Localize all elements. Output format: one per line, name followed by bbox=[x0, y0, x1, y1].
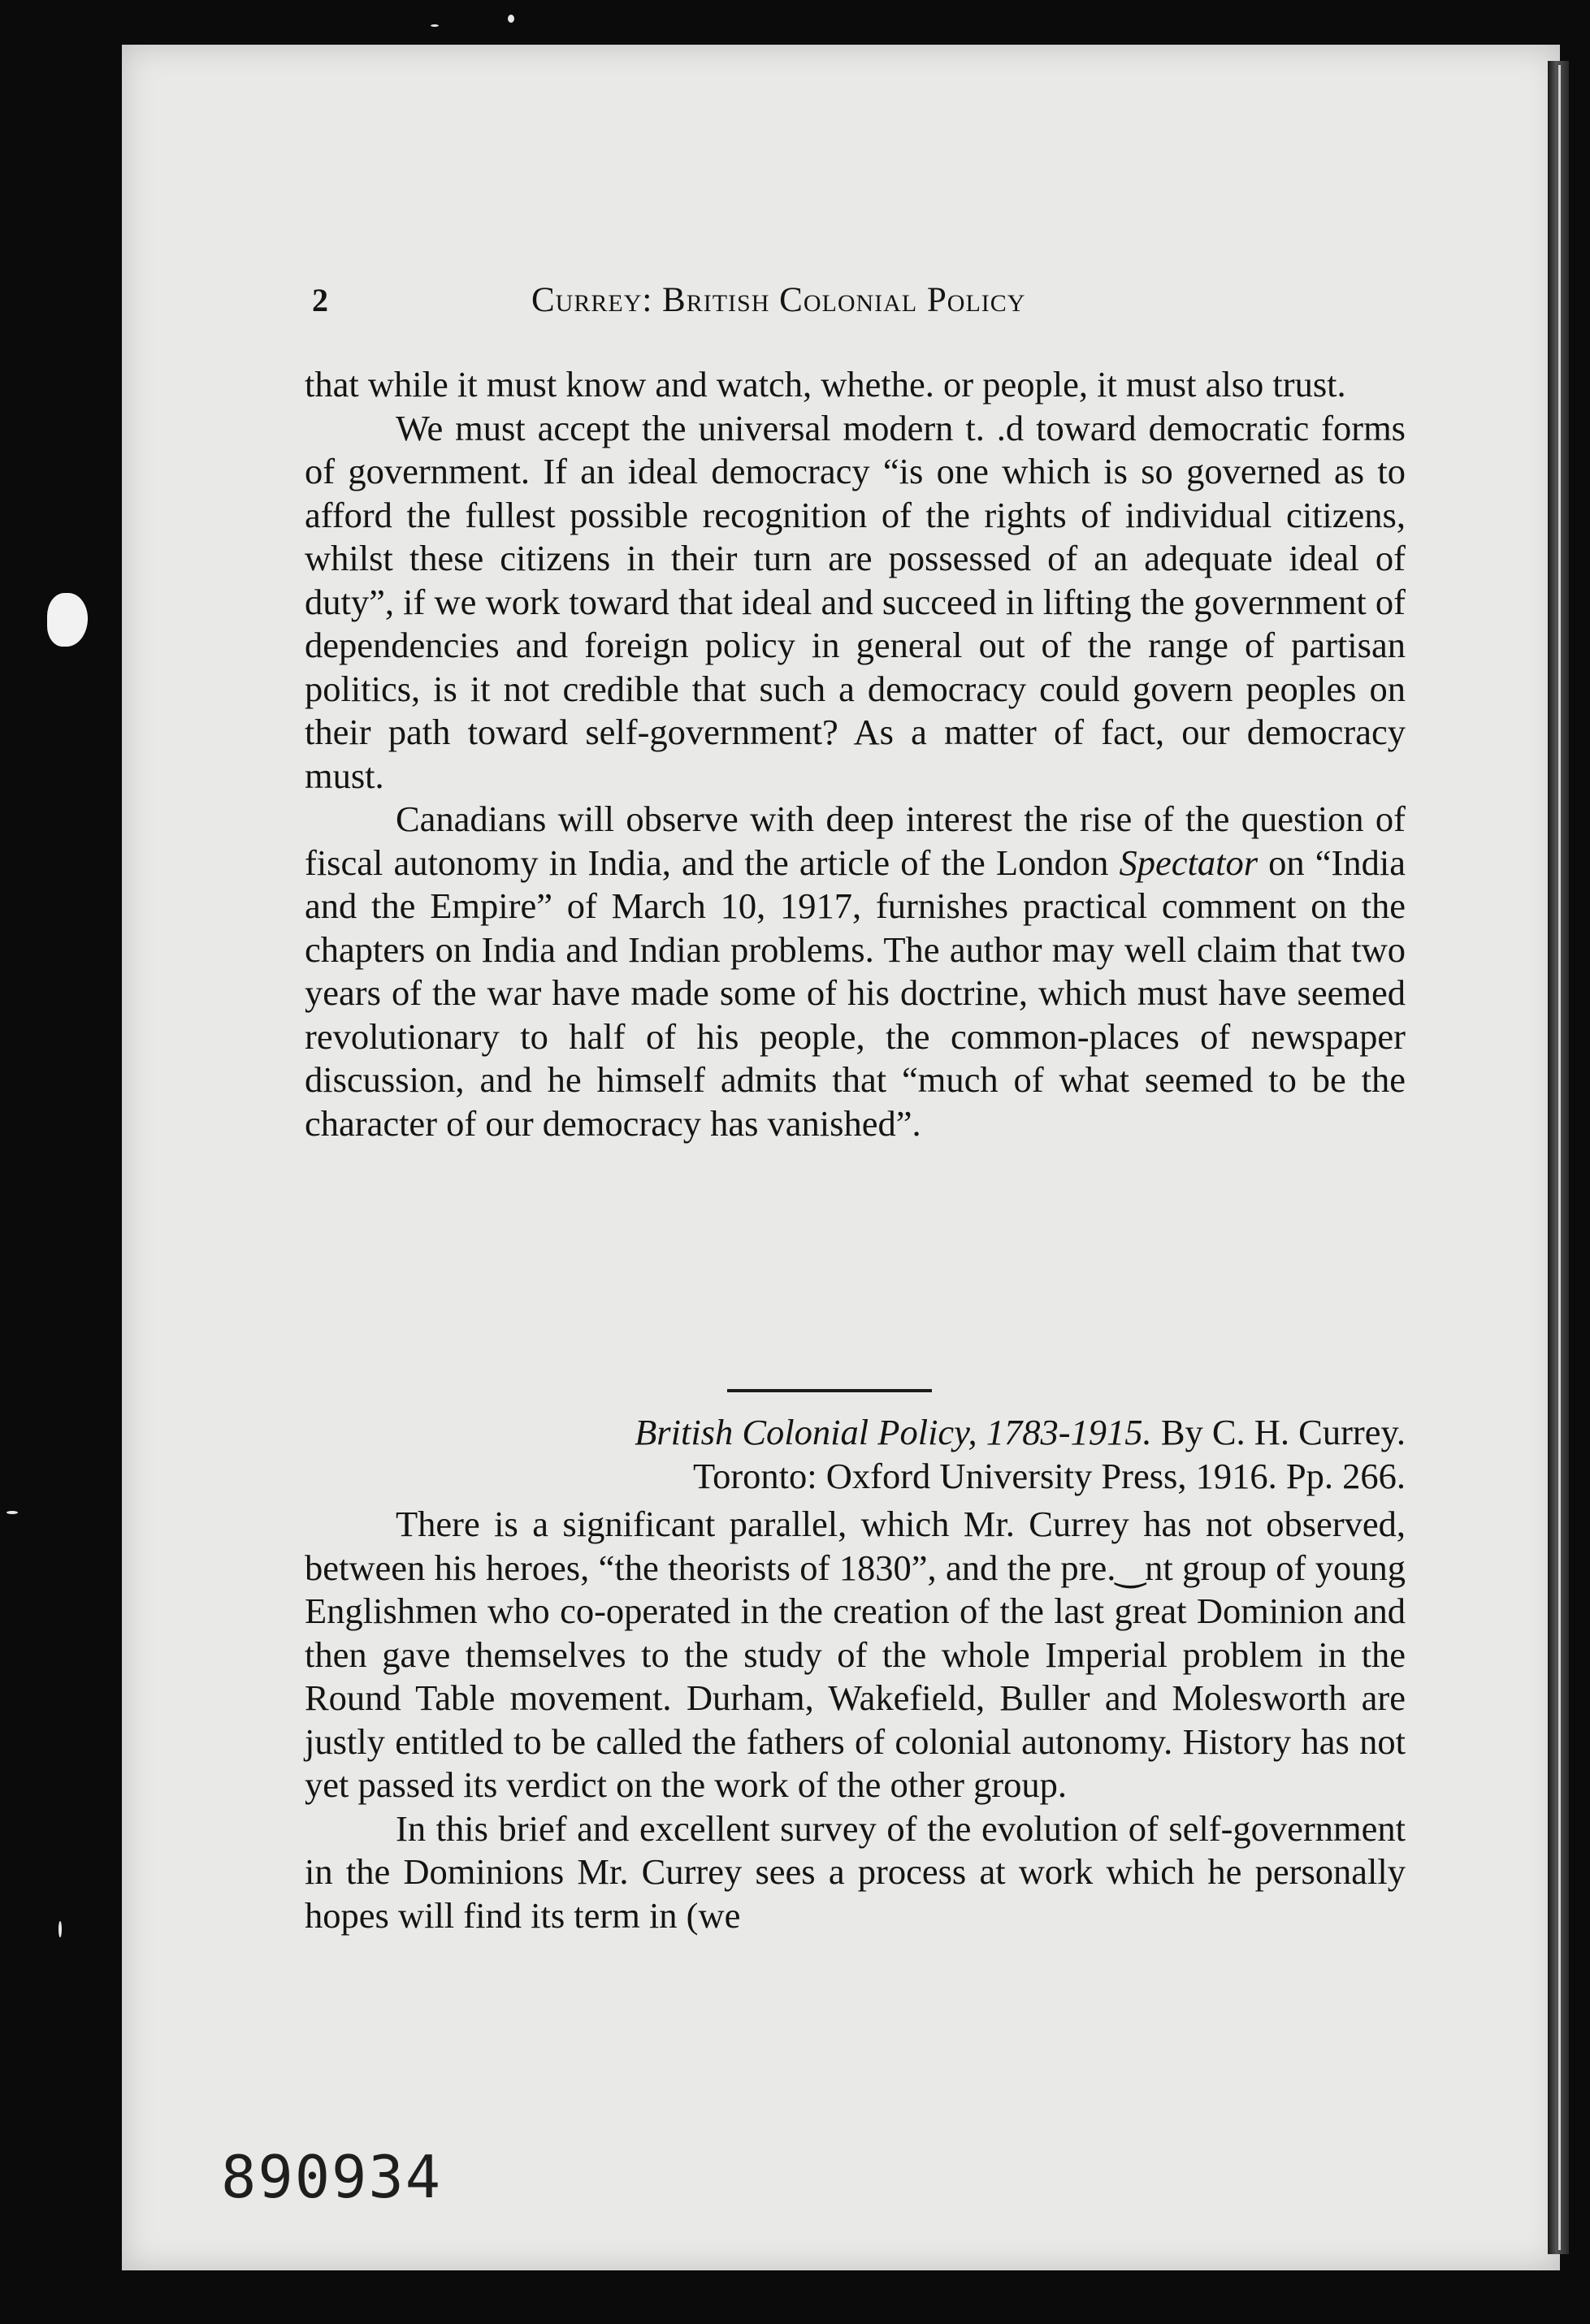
book-citation bbox=[390, 1410, 1406, 1498]
citation-publisher: Toronto: Oxford University Press, 1916. Pp. 266. bbox=[693, 1456, 1406, 1496]
page-binding-line bbox=[1558, 65, 1561, 2250]
running-head: Currey: British Colonial Policy bbox=[531, 281, 1026, 319]
page-number: 2 bbox=[312, 282, 328, 318]
body-text-after-rule bbox=[305, 1503, 1406, 1937]
paragraph-democracy: We must accept the universal modern t. .d toward democratic forms of government. If an ideal democracy “is one which is so governed as to afford the fullest possible recognition of the rights of individual citizens, whilst these citizens in their turn are possessed of an adequate ideal of duty”, if we work toward that ideal and succeed in lifting the government of dependencies and foreign policy in general out of the range of partisan politics, is it not credible that such a democracy could govern peoples on their path toward self-government? As a matter of fact, our democracy must. bbox=[305, 407, 1406, 796]
paragraph-canadians bbox=[305, 798, 1406, 1145]
film-blot bbox=[47, 593, 88, 647]
citation-line-1 bbox=[390, 1410, 1406, 1454]
film-speck bbox=[508, 15, 514, 23]
section-divider-rule bbox=[727, 1389, 932, 1392]
film-speck bbox=[431, 24, 439, 27]
citation-author: By C. H. Currey. bbox=[1151, 1412, 1406, 1452]
film-speck bbox=[58, 1921, 62, 1937]
paragraph-canadians-end: on “India and the Empire” of March 10, 1917, furnishes practical comment on the chapters on India and Indian problems. The author may well claim that two years of the war have made some of his doctrine, which must have seemed revolutionary to half of his people, the common-places of newspaper discussion, and he himself admits that “much of what seemed to be the character of our democracy has vanished”. bbox=[305, 842, 1406, 1144]
paragraph-survey: In this brief and excellent survey of the evolution of self-government in the Dominions Mr. Currey sees a process at work which he personally hopes will find its term in (we bbox=[305, 1807, 1406, 1936]
page-header bbox=[312, 276, 1409, 325]
spectator-title: Spectator bbox=[1119, 842, 1259, 883]
microfilm-frame-number: 890934 bbox=[221, 2143, 443, 2211]
citation-title: British Colonial Policy, 1783-1915. bbox=[635, 1412, 1152, 1452]
film-speck bbox=[6, 1511, 18, 1514]
body-text-before-rule bbox=[305, 363, 1406, 1145]
paragraph-parallel: There is a significant parallel, which Mr. Currey has not observed, between his heroes, “the theorists of 1830”, and the pre.‿nt group of young Englishmen who co-operated in the creation of the last great Dominion and then gave themselves to the study of the whole Imperial problem in the Round Table movement. Durham, Wakefield, Buller and Molesworth are justly entitled to be called the fathers of colonial autonomy. History has not yet passed its verdict on the work of the other group. bbox=[305, 1504, 1406, 1805]
paragraph-canadians-start: Canadians will observe with deep interest the rise of the question of fiscal autonomy in India, and the article of the London bbox=[305, 798, 1406, 883]
paragraph-continuation: that while it must know and watch, whethe. or people, it must also trust. bbox=[305, 364, 1346, 405]
